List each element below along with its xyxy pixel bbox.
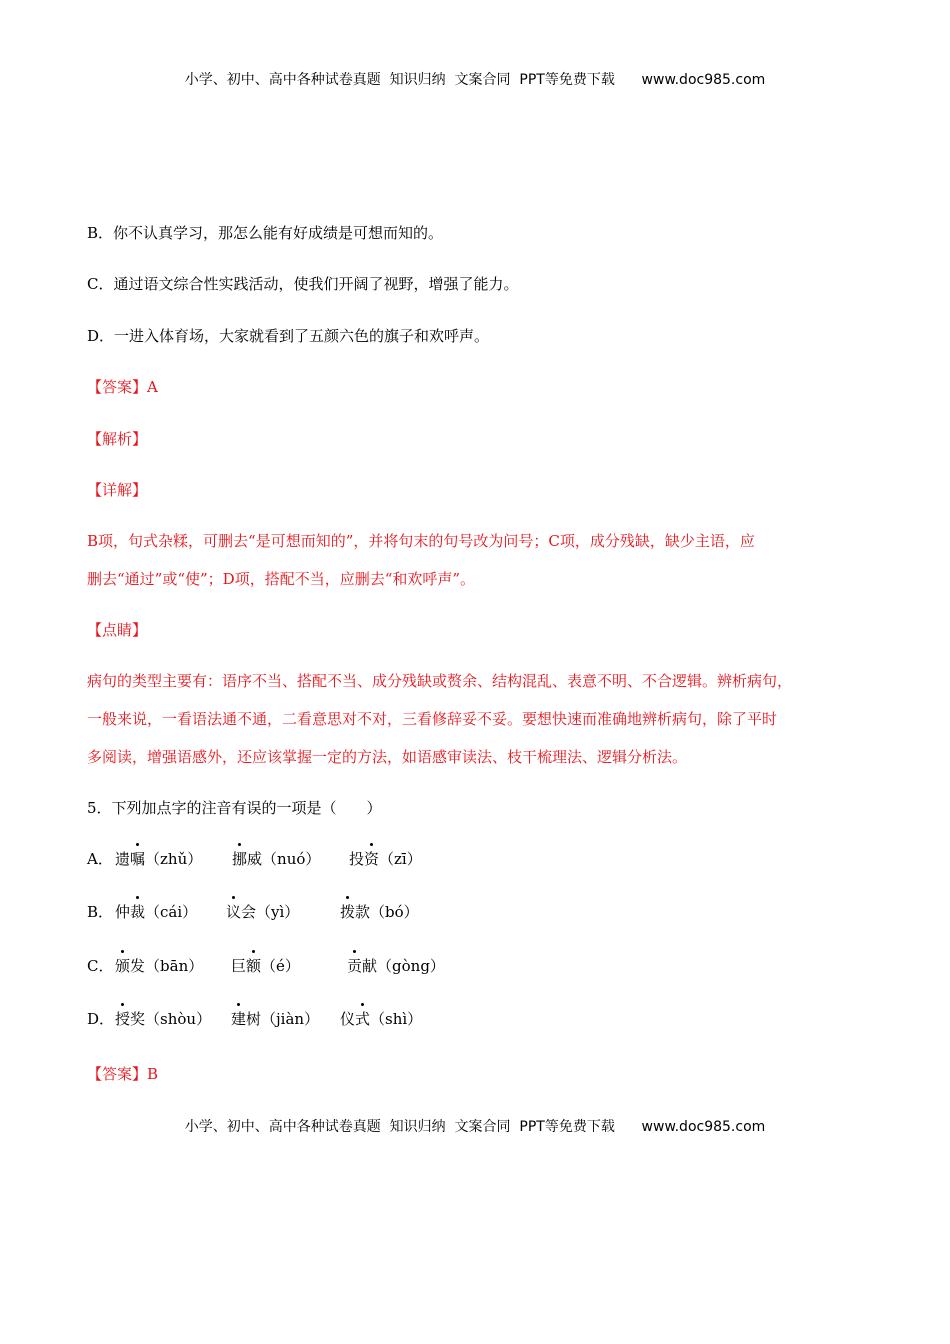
pinyin: （shòu）	[145, 1010, 212, 1028]
q4-tip-label: 【点睛】	[87, 621, 148, 639]
dotted-char: 贡	[347, 957, 363, 975]
word-suffix: 树	[246, 1010, 262, 1028]
word-prefix: 遗	[115, 850, 131, 868]
q5-option-item	[340, 901, 419, 922]
q5-answer: 【答案】B	[87, 1065, 159, 1083]
pinyin: （bó）	[370, 903, 419, 921]
dotted-char: 授	[115, 1010, 131, 1028]
q4-tip-line: 一般来说，一看语法通不通，二看意思对不对，三看修辞妥不妥。要想快速而准确地辨析病句，除了平时	[87, 710, 778, 728]
q5-stem: 5．下列加点字的注音有误的一项是（ ）	[87, 799, 382, 817]
q4-detail-line: 删去“通过”或“使”；D项，搭配不当，应删去“和欢呼声”。	[87, 570, 476, 588]
word-suffix: 威	[247, 850, 263, 868]
pinyin: （jiàn）	[261, 1010, 320, 1028]
word-suffix: 款	[355, 903, 371, 921]
page-footer: 小学、初中、高中各种试卷真题 知识归纳 文案合同 PPT等免费下载 www.doc985.com	[184, 1119, 766, 1135]
q4-option-c: C．通过语文综合性实践活动，使我们开阔了视野，增强了能力。	[87, 275, 519, 293]
q4-detail-label: 【详解】	[87, 481, 148, 499]
dotted-char: 颁	[115, 957, 131, 975]
dotted-char: 挪	[232, 850, 248, 868]
word-prefix: 仪	[340, 1010, 356, 1028]
q5-option-item	[115, 901, 197, 922]
q5-option-item	[232, 848, 320, 869]
q4-detail-line: B项，句式杂糅，可删去“是可想而知的”，并将句末的句号改为问号；C项，成分残缺，缺少主语，应	[87, 532, 755, 550]
q4-answer: 【答案】A	[87, 378, 158, 396]
q5-option-item	[340, 1008, 422, 1029]
q5-option-label: D．	[87, 1010, 115, 1028]
q5-option-item	[231, 1008, 319, 1029]
dotted-char: 资	[364, 850, 380, 868]
q5-option-item	[115, 848, 202, 869]
word-prefix: 投	[349, 850, 365, 868]
q5-option-item	[349, 848, 422, 869]
word-suffix: 发	[130, 957, 146, 975]
q5-option-label: B．	[87, 903, 114, 921]
dotted-char: 嘱	[130, 850, 146, 868]
pinyin: （bān）	[145, 957, 204, 975]
word-suffix: 献	[362, 957, 378, 975]
q5-option-item	[231, 955, 300, 976]
q5-option-label: A．	[87, 850, 113, 868]
word-suffix: 奖	[130, 1010, 146, 1028]
q4-tip-line: 多阅读，增强语感外，还应该掌握一定的方法，如语感审读法、枝干梳理法、逻辑分析法。	[87, 748, 688, 766]
pinyin: （nuó）	[262, 850, 321, 868]
word-prefix: 仲	[115, 903, 131, 921]
pinyin: （yì）	[256, 903, 300, 921]
word-suffix: 会	[241, 903, 257, 921]
word-prefix: 巨	[231, 957, 247, 975]
pinyin: （é）	[261, 957, 300, 975]
q4-option-d: D．一进入体育场，大家就看到了五颜六色的旗子和欢呼声。	[87, 327, 490, 345]
q4-tip-line: 病句的类型主要有：语序不当、搭配不当、成分残缺或赘余、结构混乱、表意不明、不合逻辑。辨析病句，	[87, 672, 793, 690]
pinyin: （zī）	[379, 850, 422, 868]
dotted-char: 拨	[340, 903, 356, 921]
page-header: 小学、初中、高中各种试卷真题 知识归纳 文案合同 PPT等免费下载 www.doc985.com	[184, 72, 766, 88]
dotted-char: 议	[226, 903, 242, 921]
q5-option-item	[347, 955, 445, 976]
q4-analysis-label: 【解析】	[87, 430, 148, 448]
q5-option-item	[115, 955, 203, 976]
dotted-char: 式	[355, 1010, 371, 1028]
dotted-char: 裁	[130, 903, 146, 921]
q5-option-item	[115, 1008, 211, 1029]
q4-option-b: B．你不认真学习，那怎么能有好成绩是可想而知的。	[87, 224, 444, 242]
dotted-char: 建	[231, 1010, 247, 1028]
pinyin: （gòng）	[377, 957, 445, 975]
pinyin: （zhǔ）	[145, 850, 203, 868]
dotted-char: 额	[246, 957, 262, 975]
pinyin: （cái）	[145, 903, 198, 921]
pinyin: （shì）	[370, 1010, 423, 1028]
q5-option-item	[226, 901, 299, 922]
q5-option-label: C．	[87, 957, 114, 975]
